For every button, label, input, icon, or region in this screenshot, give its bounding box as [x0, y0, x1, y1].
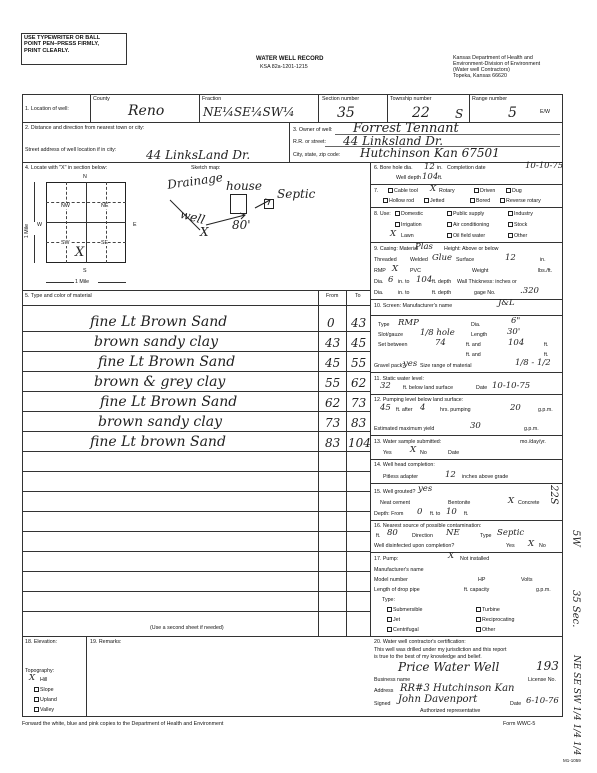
- agency-line: (Water well Contractors): [453, 67, 510, 74]
- air-conditioning[interactable]: [447, 222, 489, 228]
- sample-date: Date: [448, 450, 460, 456]
- street-label: Street address of well location if in city:: [25, 147, 117, 153]
- slot-label: Slot/gauze: [378, 332, 404, 338]
- s7-num: 7.: [374, 188, 379, 194]
- height-label: Height: Above or below: [444, 246, 499, 252]
- s4-label: 4. Locate with "X" in section below:: [25, 165, 108, 171]
- agency-line: Topeka, Kansas 66620: [453, 73, 507, 80]
- pvc-label: PVC: [410, 268, 421, 274]
- set-ft-and: ft. and: [466, 342, 481, 348]
- pump-x: X: [448, 551, 455, 561]
- static-date: 10-10-75: [492, 381, 531, 391]
- table-row: fine Lt brown Sand: [90, 434, 226, 450]
- oil-field[interactable]: [447, 233, 485, 239]
- grid-n: N: [83, 174, 87, 180]
- checkbox[interactable]: [476, 627, 481, 632]
- checkbox[interactable]: [474, 188, 479, 193]
- sample-yes[interactable]: Yes: [383, 450, 392, 456]
- checkbox[interactable]: [387, 617, 392, 622]
- volts-label: Volts: [521, 577, 533, 583]
- instruction-box: [21, 33, 127, 65]
- static-date-label: Date: [476, 385, 488, 391]
- pitless-above: inches above grade: [462, 474, 509, 480]
- stock-label: Stock: [514, 222, 528, 228]
- hill[interactable]: Hill: [40, 677, 48, 683]
- instruction-line: PRINT CLEARLY.: [24, 47, 70, 54]
- s19-label: 19. Remarks:: [90, 639, 122, 645]
- margin-township: 22S: [548, 485, 559, 505]
- gravel-label: Gravel pack?: [374, 363, 406, 369]
- grid-w: W: [37, 222, 42, 228]
- address-value: RR#3 Hutchinson Kan: [400, 683, 515, 694]
- pitless-label: Pitless adapter: [383, 474, 419, 480]
- table-cell-from: 0: [327, 316, 335, 330]
- agency-line: Environment-Division of Environment: [453, 61, 541, 68]
- margin-range: 5W: [570, 530, 581, 547]
- agency-block: [453, 55, 540, 79]
- checkbox[interactable]: [476, 607, 481, 612]
- section-value: 35: [337, 105, 355, 121]
- table-cell-to: 45: [351, 336, 367, 350]
- submersible[interactable]: [387, 607, 422, 613]
- grid-s: S: [83, 268, 87, 274]
- mile-side: 1 Mile: [24, 223, 31, 239]
- owner-value: Forrest Tennant: [353, 121, 459, 136]
- capacity-gpm: g.p.m.: [536, 587, 551, 593]
- checkbox[interactable]: [383, 198, 388, 203]
- table-cell-from: 43: [325, 336, 341, 350]
- model-label: Model number: [374, 577, 408, 583]
- ft-depth2: ft. depth: [432, 290, 452, 296]
- footer-text: Forward the white, blue and pink copies to the Department of Health and Environment: [22, 721, 224, 727]
- table-cell-from: 62: [325, 396, 341, 410]
- set-label: Set between: [378, 342, 408, 348]
- cert-line: This well was drilled under my jurisdiction and this report: [374, 647, 507, 653]
- length-label: Length: [471, 332, 488, 338]
- bored[interactable]: [470, 198, 490, 204]
- dia-label: Dia.: [374, 279, 384, 285]
- s6-label: 6. Bore hole dia.: [374, 165, 413, 171]
- capacity-label: ft. capacity: [464, 587, 490, 593]
- pump-gpm-label: g.p.m.: [538, 407, 553, 413]
- s11-label: 11. Static water level:: [374, 376, 424, 382]
- checkbox[interactable]: [500, 198, 505, 203]
- checkbox[interactable]: [508, 211, 513, 216]
- grout-ft: ft.: [464, 511, 469, 517]
- reciprocating[interactable]: [476, 617, 514, 623]
- turbine[interactable]: [476, 607, 500, 613]
- public-label: Public supply: [453, 211, 485, 217]
- concrete[interactable]: Concrete: [518, 500, 540, 506]
- grid-nw: NW: [61, 203, 70, 209]
- threaded: Threaded: [374, 257, 397, 263]
- grid-e: E: [133, 222, 137, 228]
- contam-ft: 80: [387, 528, 398, 538]
- checkbox[interactable]: [508, 233, 513, 238]
- agency-line: Kansas Department of Health and: [453, 55, 533, 61]
- sig-date-label: Date: [510, 701, 522, 707]
- slope[interactable]: [34, 687, 54, 693]
- ln-label: License No.: [528, 677, 556, 683]
- table-cell-to: 62: [351, 376, 367, 390]
- table-cell-from: 83: [325, 436, 341, 450]
- sketch-septic: Septic: [277, 187, 316, 201]
- table-cell-to: 104: [348, 436, 371, 450]
- checkbox[interactable]: [476, 617, 481, 622]
- domestic-label: Domestic: [401, 211, 424, 217]
- signed-label: Signed: [374, 701, 391, 707]
- type-value: RMP: [398, 318, 419, 328]
- set-ft-and2: ft. and: [466, 352, 481, 358]
- dug[interactable]: [506, 188, 522, 194]
- set-to: 104: [508, 338, 525, 348]
- range-dir: E/W: [540, 109, 551, 115]
- signature: John Davenport: [398, 694, 478, 705]
- bore-dia: 12: [424, 162, 435, 172]
- irrigation-label: Irrigation: [401, 222, 422, 228]
- sketch-drainage: Drainage: [166, 170, 224, 192]
- hollow-rod[interactable]: [383, 198, 414, 204]
- sketch-well: well: [178, 206, 207, 228]
- surface-label: Surface: [456, 257, 475, 263]
- surface-in: in.: [540, 257, 546, 263]
- reverse-label: Reverse rotary: [506, 198, 541, 204]
- s10-label: 10. Screen: Manufacturer's name: [374, 303, 453, 309]
- from-label: From: [326, 293, 339, 299]
- lawn-mark: X: [390, 229, 397, 239]
- hill-x: X: [29, 673, 36, 683]
- rotary[interactable]: Rotary: [439, 188, 455, 194]
- checkbox[interactable]: [424, 198, 429, 203]
- rmp-label: RMP: [374, 268, 386, 274]
- rr-label: R.R. or street:: [293, 139, 326, 145]
- static-value: 32: [380, 381, 391, 391]
- checkbox[interactable]: [470, 198, 475, 203]
- range-label: Range number: [472, 96, 508, 102]
- license-no: 193: [536, 659, 559, 673]
- s20-label: 20. Water well contractor's certification:: [374, 639, 466, 645]
- checkbox[interactable]: [506, 188, 511, 193]
- not-installed[interactable]: Not installed: [460, 556, 490, 562]
- neat-cement[interactable]: [380, 500, 410, 506]
- dug-label: Dug: [512, 188, 522, 194]
- bored-label: Bored: [476, 198, 491, 204]
- slot-value: 1/8 hole: [420, 328, 455, 338]
- street-value: 44 LinksLand Dr.: [146, 148, 251, 162]
- township-label: Township number: [390, 96, 432, 102]
- lawn[interactable]: Lawn: [401, 233, 414, 239]
- grid-mark: X: [75, 245, 85, 260]
- public-supply[interactable]: [447, 211, 484, 217]
- contam-ft-label: ft.: [376, 533, 381, 539]
- city-value: Hutchinson Kan 67501: [360, 146, 500, 160]
- pump-hrs-label: hrs. pumping: [440, 407, 471, 413]
- table-cell-to: 55: [351, 356, 367, 370]
- wall-label: Wall Thickness: inches or: [457, 279, 517, 285]
- direction-label: Direction: [412, 533, 433, 539]
- county-label: County: [93, 96, 110, 102]
- in-to2: in. to: [398, 290, 410, 296]
- s16-label: 16. Nearest source of possible contamination:: [374, 523, 482, 529]
- checkbox[interactable]: [34, 687, 39, 692]
- lbsft-label: lbs./ft.: [538, 268, 553, 274]
- turbine-label: Turbine: [482, 607, 500, 613]
- casing-to: 104: [416, 275, 433, 285]
- bore-in: in.: [437, 165, 443, 171]
- grid-sw: SW: [61, 240, 70, 246]
- rmp-mark: X: [392, 264, 399, 274]
- pump-ft: 45: [380, 403, 391, 413]
- margin-section: 35 Sec.: [570, 590, 581, 628]
- in-to: in. to: [398, 279, 410, 285]
- table-row: fine Lt Brown Sand: [90, 314, 228, 330]
- screen-mfr: J&L: [498, 298, 515, 308]
- s3-label: 3. Owner of well:: [293, 127, 333, 133]
- stock[interactable]: [508, 222, 527, 228]
- completion-label: Completion date: [447, 165, 486, 171]
- sub-label: Submersible: [393, 607, 423, 613]
- hollow-label: Hollow rod: [389, 198, 415, 204]
- hp-label: HP: [478, 577, 486, 583]
- oil-label: Oil field water: [453, 233, 486, 239]
- sample-moday: mo./day/yr.: [520, 439, 546, 445]
- checkbox[interactable]: [447, 233, 452, 238]
- other-pump-label: Other: [482, 627, 496, 633]
- checkbox[interactable]: [388, 188, 393, 193]
- neat-label: Neat cement: [380, 500, 411, 506]
- depth-label: Well depth: [396, 175, 421, 181]
- checkbox[interactable]: [508, 222, 513, 227]
- s13-label: 13. Water sample submitted:: [374, 439, 442, 445]
- form-statute: KSA 82a-1201-1215: [260, 64, 308, 70]
- industry[interactable]: [508, 211, 533, 217]
- size-label: Size range of material: [420, 363, 472, 369]
- s17-label: 17. Pump:: [374, 556, 399, 562]
- contam-type: Septic: [497, 528, 525, 538]
- rr-value: 44 Linksland Dr.: [343, 134, 444, 148]
- checkbox[interactable]: [395, 211, 400, 216]
- s8-label: 8. Use:: [374, 211, 391, 217]
- s7-label: [374, 188, 378, 194]
- table-cell-from: 73: [325, 416, 341, 430]
- sketch-label: Sketch map:: [191, 165, 221, 171]
- jetted-label: Jetted: [430, 198, 445, 204]
- irrigation[interactable]: [395, 222, 422, 228]
- margin-fraction: NE SE SW 1/4 1/4 1/4: [571, 655, 581, 756]
- pump-type-label: Type:: [382, 597, 395, 603]
- disinfected-yes[interactable]: Yes: [506, 543, 515, 549]
- concrete-mark: X: [508, 496, 515, 506]
- checkbox[interactable]: [387, 607, 392, 612]
- yield-value: 30: [470, 421, 481, 431]
- cable-tool[interactable]: [388, 188, 418, 194]
- size-value: 1/8 - 1/2: [515, 358, 551, 368]
- sample-x: X: [410, 445, 417, 455]
- topography-label: Topography:: [25, 668, 55, 674]
- valley[interactable]: [34, 707, 54, 713]
- grid-se: SE: [101, 240, 109, 246]
- static-below: ft. below land surface: [403, 385, 454, 391]
- valley-label: Valley: [40, 707, 55, 713]
- sketch-dist: 80': [232, 218, 251, 232]
- set-from: 74: [435, 338, 446, 348]
- gravel-value: yes: [403, 359, 418, 369]
- form-number: Form WWC-5: [503, 721, 536, 727]
- yield-gpm: g.p.m.: [524, 426, 539, 432]
- disinfected-no[interactable]: No: [539, 543, 546, 549]
- disinfected-x: X: [528, 539, 535, 549]
- checkbox[interactable]: [34, 697, 39, 702]
- s15-label: 15. Well grouted?: [374, 489, 416, 495]
- weight-label: Weight: [472, 268, 489, 274]
- s12-label: 12. Pumping level below land surface:: [374, 397, 464, 403]
- sketch-house: house: [226, 179, 262, 193]
- s18-label: 18. Elevation:: [25, 639, 58, 645]
- table-row: brown & grey clay: [94, 374, 226, 390]
- s9-label: 9. Casing: Material: [374, 246, 419, 252]
- mfr-label: Manufacturer's name: [374, 567, 424, 573]
- cable-label: Cable tool: [394, 188, 418, 194]
- sketch-x: X: [200, 225, 209, 239]
- checkbox[interactable]: [447, 222, 452, 227]
- township-dir: S: [455, 107, 464, 121]
- dia2-label: Dia.: [374, 290, 384, 296]
- pump-gpm: 20: [510, 403, 521, 413]
- sample-no[interactable]: No: [420, 450, 427, 456]
- fraction-label: Fraction: [202, 96, 222, 102]
- jet-label: Jet: [393, 617, 401, 623]
- county-value: Reno: [128, 103, 165, 119]
- disinfected-label: Well disinfected upon completion?: [374, 543, 455, 549]
- business-name: Price Water Well: [398, 660, 500, 674]
- reverse-rotary[interactable]: [500, 198, 541, 204]
- table-row: fine Lt Brown Sand: [98, 354, 236, 370]
- mile-bottom: 1 Mile: [75, 279, 90, 285]
- welded: Welded: [410, 257, 428, 263]
- pump-after: ft. after: [396, 407, 413, 413]
- sig-date: 6-10-76: [526, 696, 559, 706]
- grid-ne: NE: [101, 203, 109, 209]
- glue: Glue: [432, 253, 453, 263]
- checkbox[interactable]: [387, 627, 392, 632]
- cent-label: Centrifugal: [393, 627, 419, 633]
- grout-from: 0: [417, 507, 423, 517]
- bentonite[interactable]: Bentonite: [448, 500, 471, 506]
- grout-ft-to: ft. to: [430, 511, 441, 517]
- s5-label: 5. Type and color of material: [25, 293, 92, 299]
- set-ft: ft.: [544, 342, 549, 348]
- completion-value: 10-10-75: [525, 161, 564, 171]
- grout-depth-label: Depth: From: [374, 511, 404, 517]
- surface-value: 12: [505, 253, 516, 263]
- driven[interactable]: [474, 188, 495, 194]
- driven-label: Driven: [480, 188, 496, 194]
- pitless-value: 12: [445, 470, 456, 480]
- other-use[interactable]: [508, 233, 527, 239]
- township-value: 22: [412, 105, 430, 121]
- upland[interactable]: [34, 697, 57, 703]
- air-label: Air conditioning: [453, 222, 490, 228]
- auth-label: Authorized representative: [420, 708, 481, 714]
- address-label: Address: [374, 688, 394, 694]
- section-label: Section number: [322, 96, 360, 102]
- grout-to: 10: [446, 507, 457, 517]
- form-code: M1-1059: [563, 758, 581, 763]
- industry-label: Industry: [514, 211, 533, 217]
- checkbox[interactable]: [447, 211, 452, 216]
- table-cell-to: 83: [351, 416, 367, 430]
- checkbox[interactable]: [395, 222, 400, 227]
- table-row: brown sandy clay: [94, 334, 218, 350]
- drop-label: Length of drop pipe: [374, 587, 420, 593]
- other-label: Other: [514, 233, 528, 239]
- gage-value: .320: [520, 286, 539, 296]
- recip-label: Reciprocating: [482, 617, 515, 623]
- grouted-value: yes: [418, 484, 433, 494]
- s2-label: 2. Distance and direction from nearest town or city:: [25, 125, 145, 131]
- jet[interactable]: [387, 617, 400, 623]
- type-label: Type: [378, 322, 390, 328]
- screen-dia-value: 6": [511, 316, 521, 326]
- range-value: 5: [508, 105, 517, 121]
- upland-label: Upland: [40, 697, 57, 703]
- table-cell-to: 43: [351, 316, 367, 330]
- to-label: To: [355, 293, 361, 299]
- other-pump[interactable]: [476, 627, 495, 633]
- second-sheet-note: (Use a second sheet if needed): [150, 625, 224, 631]
- jetted[interactable]: [424, 198, 444, 204]
- s1-label: 1. Location of well:: [25, 106, 69, 112]
- est-label: Estimated maximum yield: [374, 426, 435, 432]
- table-cell-from: 55: [325, 376, 341, 390]
- dia-value: 6: [388, 275, 394, 285]
- table-row: fine Lt Brown Sand: [100, 394, 238, 410]
- bn-label: Business name: [374, 677, 411, 683]
- sketch-lines: [160, 180, 300, 240]
- ft-depth: ft. depth: [432, 279, 452, 285]
- slope-label: Slope: [40, 687, 54, 693]
- checkbox[interactable]: [34, 707, 39, 712]
- table-cell-from: 45: [325, 356, 341, 370]
- rotary-mark: X: [430, 184, 437, 194]
- gage-label: gage No.: [474, 290, 496, 296]
- contam-type-label: Type: [480, 533, 492, 539]
- length-value: 30': [507, 327, 521, 337]
- depth-value: 104: [422, 172, 439, 182]
- instruction-line: USE TYPEWRITER OR BALL: [24, 35, 101, 41]
- fraction-value: NE¼SE¼SW¼: [203, 105, 295, 119]
- screen-dia-label: Dia.: [471, 322, 481, 328]
- direction-value: NE: [446, 528, 460, 538]
- depth-ft: ft.: [438, 175, 443, 181]
- casing-material: Plas: [415, 242, 433, 252]
- cert-line: is true to the best of my knowledge and belief.: [374, 654, 482, 660]
- table-cell-to: 73: [351, 396, 367, 410]
- city-label: City, state, zip code:: [293, 152, 341, 158]
- pump-hrs: 4: [420, 403, 426, 413]
- form-title: WATER WELL RECORD: [256, 56, 324, 62]
- instruction-line: POINT PEN–PRESS FIRMLY,: [24, 41, 100, 48]
- centrifugal[interactable]: [387, 627, 419, 633]
- s14-label: 14. Well head completion:: [374, 462, 435, 468]
- domestic[interactable]: [395, 211, 423, 217]
- set-ft2: ft.: [544, 352, 549, 358]
- table-row: brown sandy clay: [98, 414, 222, 430]
